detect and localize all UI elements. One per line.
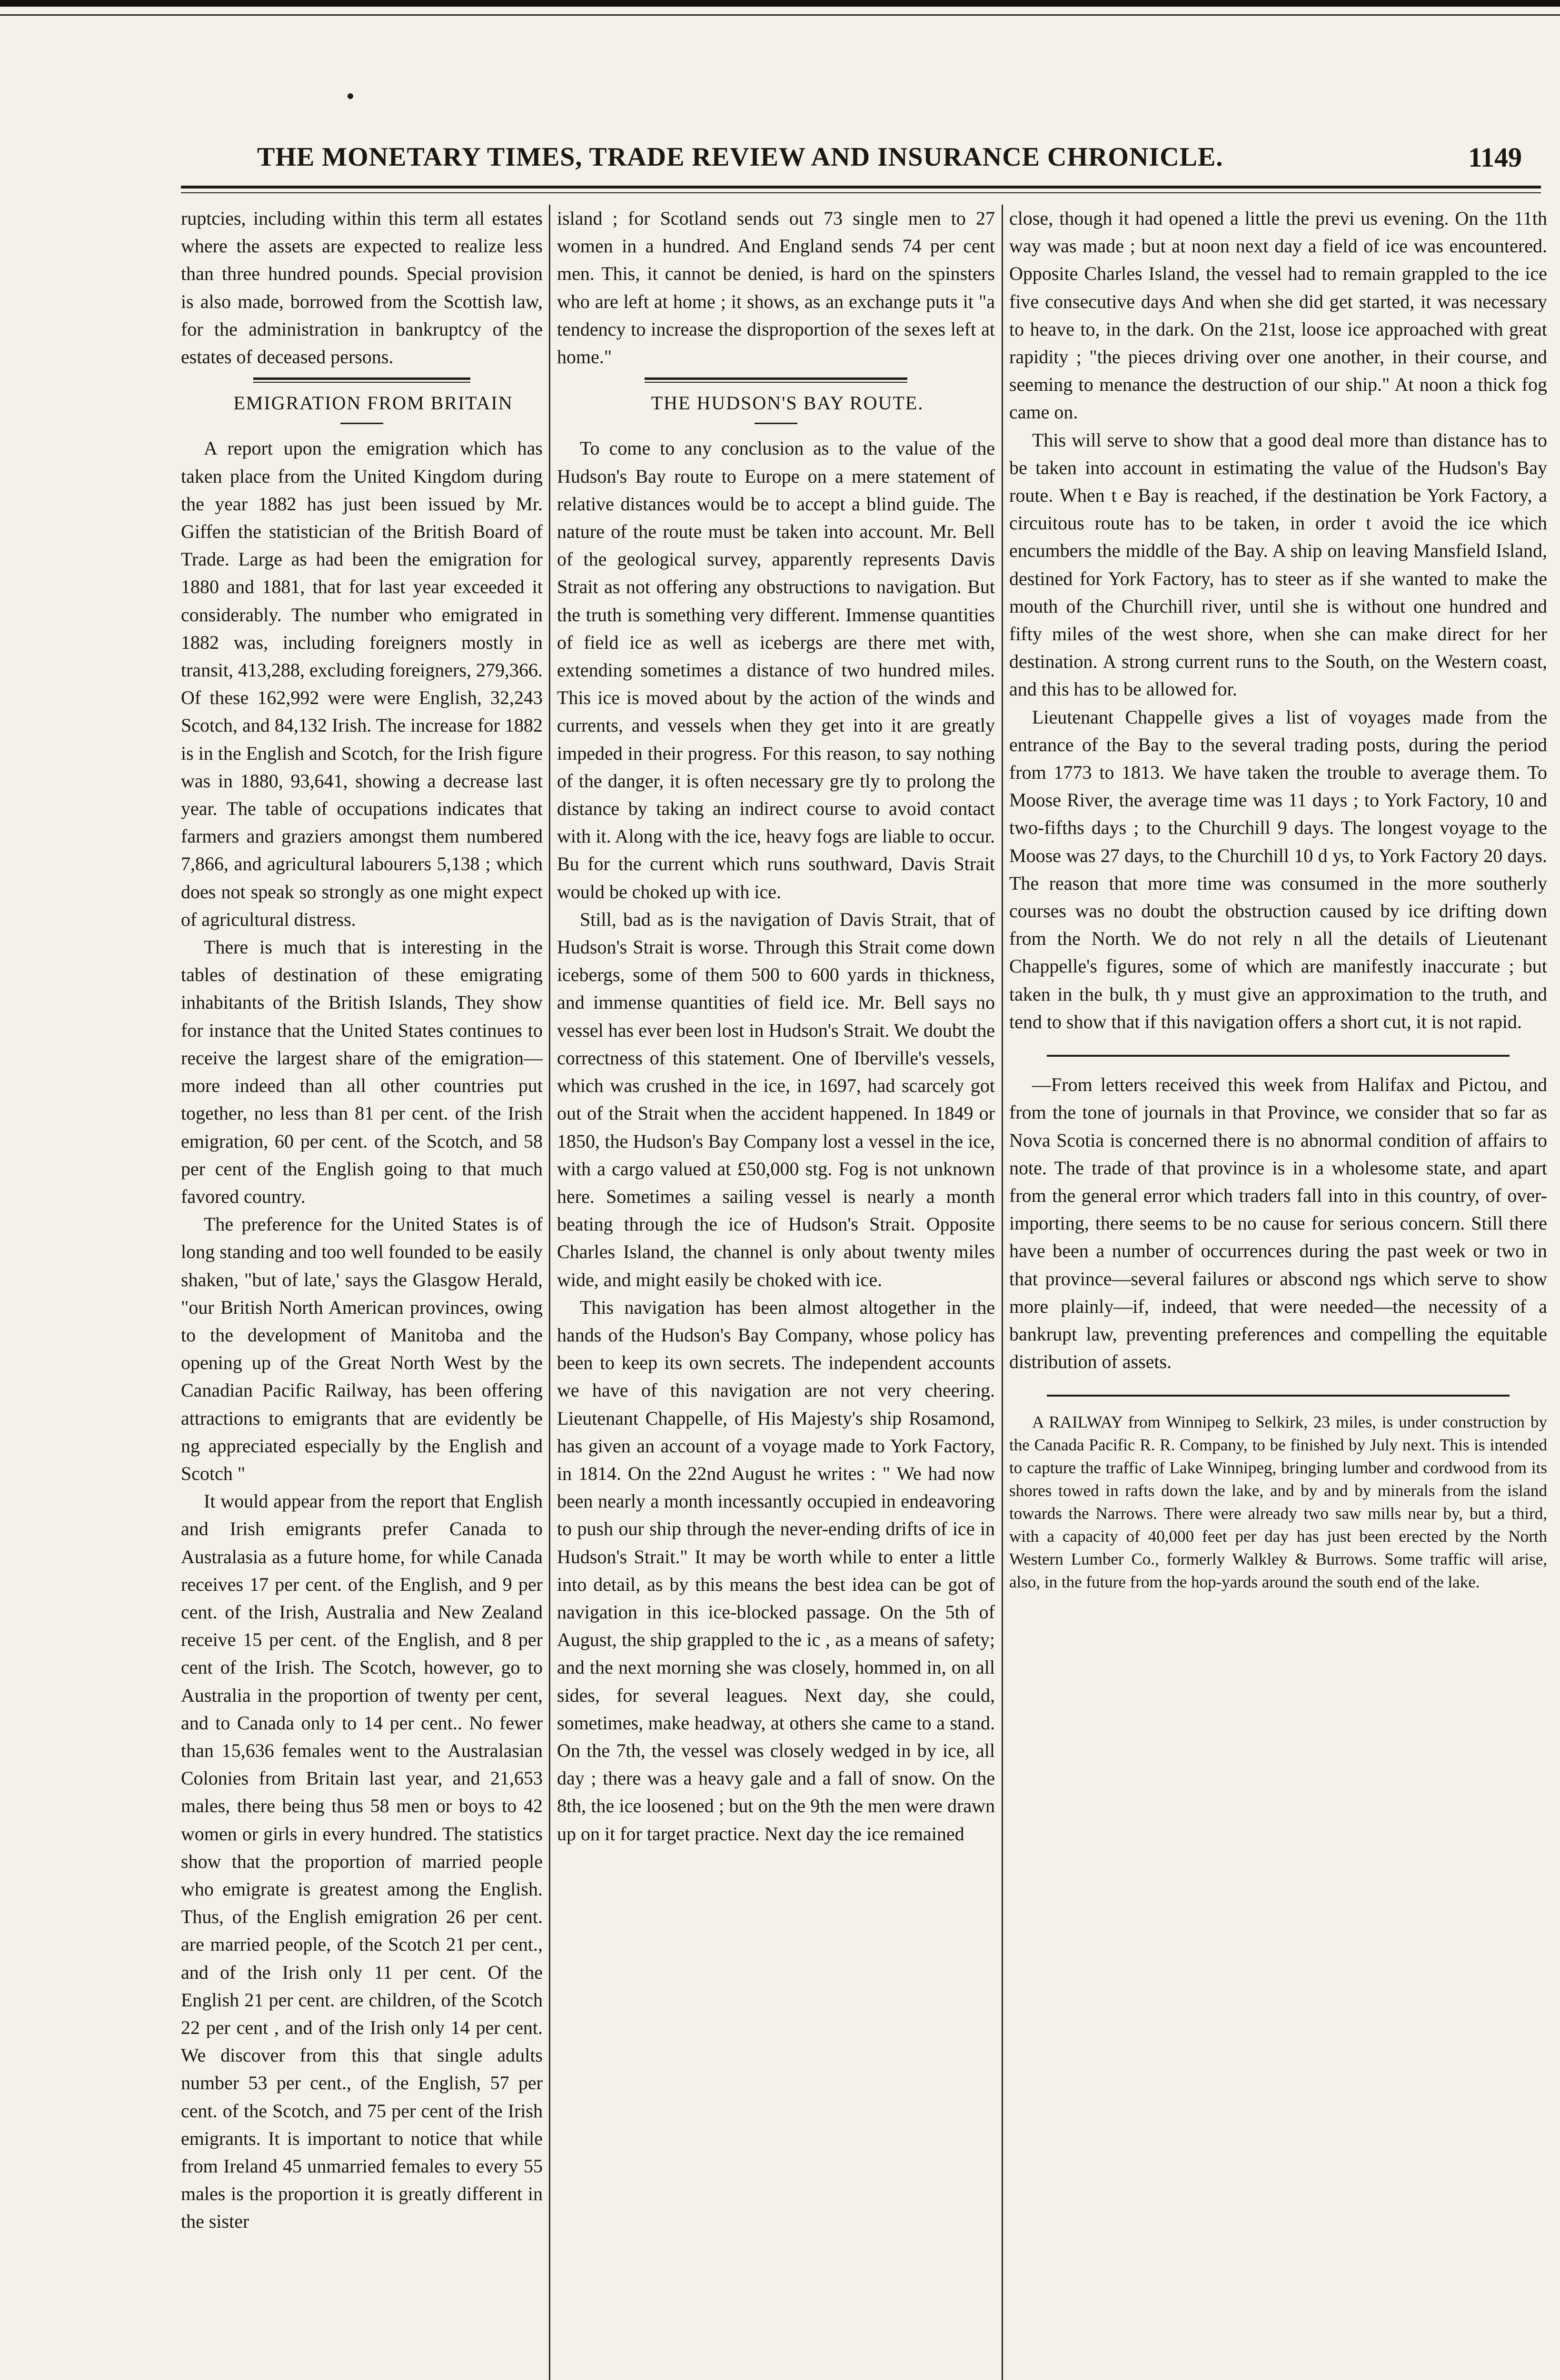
hudsons-bay-paragraph: This navigation has been almost altogether in the hands of the Hudson's Bay Company, whose policy has been to keep its own secrets. The independent accounts we have of this navigation are not very cheering. Lieutenant Chappelle, of His Majesty's ship Rosamond, has given an account of a voyage made to York Factory, in 1814. On the 22nd August he writes : " We had now been nearly a month incessantly occupied in endeavoring to push our ship through the never-ending drifts of ice in Hudson's Strait." It may be worth while to enter a little into detail, as by this means the best idea can be got of navigation in this ice-blocked passage. On the 5th of August, the ship grappled to the ic , as a means of safety; and the next morning she was closely, hommed in, on all sides, for several leagues. Next day, she could, sometimes, make headway, at others she came to a stand. On the 7th, the vessel was closely wedged in by ice, all day ; there was a heavy gale and a fall of snow. On the 8th, the ice loosened ; but on the 9th the men were drawn up on it for target practice. Next day the ice remained (557, 1296, 995, 1844)
nova-scotia-paragraph: —From letters received this week from Halifax and Pictou, and from the tone of journals in that Province, we consider that so far as Nova Scotia is concerned there is no abnormal condition of affairs to note. The trade of that province is in a wholesome state, and apart from the general error which traders fall into in this country, of over-importing, there seems to be no cause for serious concern. Still there have been a number of occurrences during the past week or two in that province—several failures or abscond ngs which serve to show more plainly—if, indeed, that were needed—the necessity of a bankrupt law, preventing preferences and compelling the equitable distribution of assets. (1009, 1074, 1547, 1373)
emigration-continuation: island ; for Scotland sends out 73 single men to 27 women in a hundred. And England sends 74 per cent men. This, it cannot be denied, is hard on the spinsters who are left at home ; it shows, as an exchange puts it "a tendency to increase the disproportion of the sexes left at home." (557, 208, 995, 368)
emigration-heading: EMIGRATION FROM BRITAIN (233, 392, 513, 414)
heading-short-rule (755, 423, 797, 424)
bankruptcy-continuation: ruptcies, including within this term all estates where the assets are expected to realize less than three hundred pounds. Special provision is also made, borrowed from the Scottish law, for the administration in bankruptcy of the estates of deceased persons. (181, 208, 543, 368)
column-2 (557, 205, 995, 2380)
emigration-paragraph: The preference for the United States is of long standing and too well founded to be easily shaken, "but of late,' says the Glasgow Herald, "our British North American provinces, owing to the development of Manitoba and the opening up of the Great North West by the Canadian Pacific Railway, has been offering attractions to emigrants that are evidently be ng appreciated especially by the English and Scotch " (181, 1213, 543, 1484)
running-header (257, 138, 1522, 176)
emigration-paragraph: There is much that is interesting in the tables of destination of these emigrating inhabitants of the British Islands, They show for instance that the United States continues to receive the largest share of the emigration—more indeed than all other countries put together, no less than 81 per cent. of the Irish emigration, 60 per cent. of the Scotch, and 58 per cent of the English going to that much favored country. (181, 936, 543, 1207)
top-border-thin-rule (0, 14, 1560, 16)
emigration-paragraph: It would appear from the report that English and Irish emigrants prefer Canada to Australasia as a future home, for while Canada receives 17 per cent. of the English, and 9 per cent. of the Irish, Australia and New Zealand receive 15 per cent. of the English, and 8 per cent of the Irish. The Scotch, however, go to Australia in the proportion of twenty per cent, and to Canada only to 14 per cent.. No fewer than 15,636 females went to the Australasian Colonies from Britain last year, and 21,653 males, there being thus 58 men or boys to 42 women or girls in every hundred. The statistics show that the proportion of married people who emigrate is greatest among the English. Thus, of the English emigration 26 per cent. are married people, of the Scotch 21 per cent., and of the Irish only 11 per cent. Of the English 21 per cent. are children, of the Scotch 22 per cent , and of the Irish only 14 per cent. We discover from this that single adults number 53 per cent., of the English, 57 per cent. of the Scotch, and 75 per cent of the Irish emigrants. It is important to notice that while from Ireland 45 unmarried females to every 55 males is the proportion it is greatly different in the sister (181, 1490, 543, 2232)
hudsons-bay-paragraph: Still, bad as is the navigation of Davis Strait, that of Hudson's Strait is worse. Through this Strait come down icebergs, some of them 500 to 600 yards in thickness, and immense quantities of field ice. Mr. Bell says no vessel has ever been lost in Hudson's Strait. We doubt the correctness of this statement. One of Iberville's vessels, which was crushed in the ice, in 1697, had scarcely got out of the Strait when the accident happened. In 1849 or 1850, the Hudson's Bay Company lost a vessel in the ice, with a cargo valued at £50,000 stg. Fog is not unknown here. Sometimes a sailing vessel is nearly a month beating through the ice of Hudson's Strait. Opposite Charles Island, the channel is only about twenty miles wide, and might easily be choked with ice. (557, 908, 995, 1290)
column-3 (1009, 205, 1547, 2380)
header-rule (181, 186, 1541, 188)
column-divider-2 (1002, 205, 1003, 2380)
hudsons-bay-paragraph: This will serve to show that a good deal more than distance has to be taken into account in estimating the value of the Hudson's Bay route. When t e Bay is reached, if the destination be York Factory, a circuitous route has to be taken, in order t avoid the ice which encumbers the middle of the Bay. A ship on leaving Mansfield Island, destined for York Factory, has to steer as if she wanted to make the mouth of the Churchill river, until she is without one hundred and fifty miles of the west shore, when she can make direct for her destination. A strong current runs to the South, on the Western coast, and this has to be allowed for. (1009, 429, 1547, 700)
page-number: 1149 (1468, 141, 1522, 173)
emigration-paragraph: A report upon the emigration which has taken place from the United Kingdom during the year 1882 has just been issued by Mr. Giffen the statistician of the British Board of Trade. Large as had been the emigration for 1880 and 1881, that for last year exceeded it considerably. The number who emigrated in 1882 was, including foreigners mostly in transit, 413,288, excluding foreigners, 279,366. Of these 162,992 were were English, 32,243 Scotch, and 84,132 Irish. The increase for 1882 is in the English and Scotch, for the Irish figure was in 1880, 93,641, showing a decrease last year. The table of occupations indicates that farmers and graziers amongst them numbered 7,866, and agricultural labourers 5,138 ; which does not speak so strongly as one might expect of agricultural distress. (181, 437, 543, 930)
top-border-rule (0, 0, 1560, 7)
section-rule (1047, 1395, 1510, 1397)
section-rule (1047, 1055, 1510, 1057)
hudsons-bay-continuation: close, though it had opened a little the previ us evening. On the 11th way was made ; but at noon next day a field of ice was encountered. Opposite Charles Island, the vessel had to remain grappled to the ice five consecutive days And when she did get started, it was necessary to heave to, in the dark. On the 21st, loose ice approached with great rapidity ; "the pieces driving over one another, in their course, and seeming to menance the destruction of our ship." At noon a thick fog came on. (1009, 208, 1547, 423)
column-divider-1 (549, 205, 550, 2380)
header-rule-thin (181, 192, 1541, 193)
hudsons-bay-paragraph: Lieutenant Chappelle gives a list of voyages made from the entrance of the Bay to the several trading posts, during the period from 1773 to 1813. We have taken the trouble to average them. To Moose River, the average time was 11 days ; to York Factory, 10 and two-fifths days ; to the Churchill 9 days. The longest voyage to the Moose was 27 days, to the Churchill 10 d ys, to York Factory 20 days. The reason that more time was consumed in the more southerly courses was no doubt the obstruction caused by ice drifting down from the North. We do not rely n all the details of Lieutenant Chappelle's figures, some of which are manifestly inaccurate ; but taken in the bulk, th y must give an approximation to the truth, and tend to show that if this navigation offers a short cut, it is not rapid. (1009, 706, 1547, 1032)
section-double-rule (253, 377, 470, 383)
running-title: THE MONETARY TIMES, TRADE REVIEW AND INSURANCE CHRONICLE. (257, 142, 1223, 172)
page-mark (348, 93, 353, 99)
railway-paragraph: A RAILWAY from Winnipeg to Selkirk, 23 miles, is under construction by the Canada Pacific R. R. Company, to be finished by July next. This is intended to capture the traffic of Lake Winnipeg, bringing lumber and cordwood from its shores towed in rafts down the lake, and by and by minerals from the island towards the Narrows. There were already two saw mills near by, but a third, with a capacity of 40,000 feet per day has just been erected by the North Western Lumber Co., formerly Walkley & Burrows. Some traffic will arise, also, in the future from the hop-yards around the south end of the lake. (1009, 1413, 1547, 1592)
section-double-rule (645, 377, 907, 383)
heading-short-rule (340, 423, 383, 424)
hudsons-bay-paragraph: To come to any conclusion as to the value of the Hudson's Bay route to Europe on a mere statement of relative distances would be to accept a blind guide. The nature of the route must be taken into account. Mr. Bell of the geological survey, apparently represents Davis Strait as not offering any obstructions to navigation. But the truth is something very different. Immense quantities of field ice as well as icebergs are there met with, extending sometimes a distance of two hundred miles. This ice is moved about by the action of the winds and currents, and vessels when they get into it are greatly impeded in their progress. For this reason, to say nothing of the danger, it is often necessary gre tly to prolong the distance by taking an indirect course to avoid contact with it. Along with the ice, heavy fogs are liable to occur. Bu for the current which runs southward, Davis Strait would be choked up with ice. (557, 437, 995, 902)
column-1 (181, 205, 543, 2380)
hudsons-bay-heading: THE HUDSON'S BAY ROUTE. (651, 392, 924, 414)
